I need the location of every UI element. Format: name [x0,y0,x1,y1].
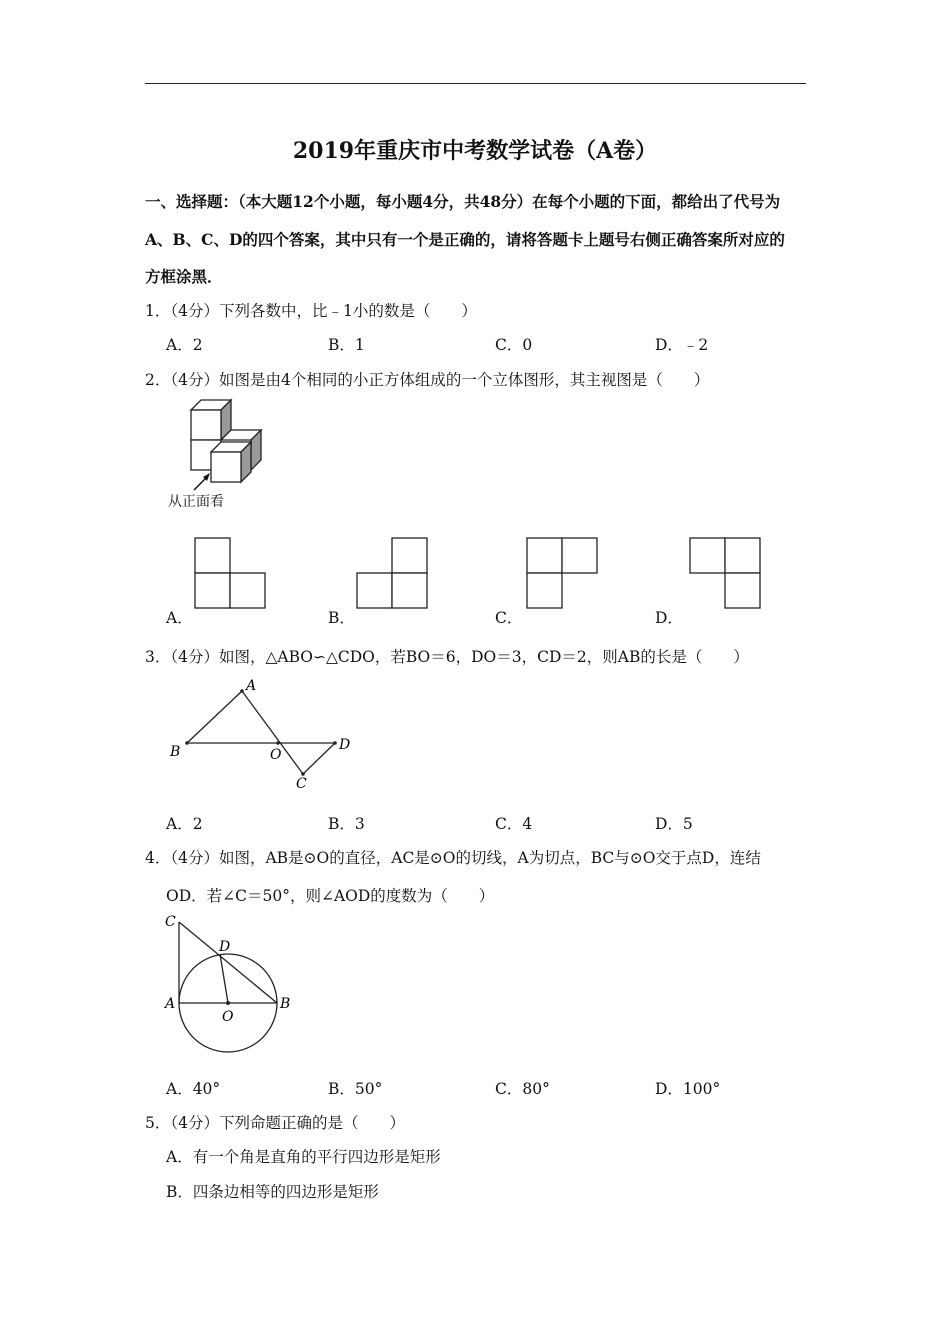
q2-option-d[interactable]: D． [655,609,683,627]
q3-option-d[interactable]: D．5 [655,815,693,833]
q1-option-c[interactable]: C．0 [495,336,533,354]
q2-option-b[interactable]: B． [328,609,355,627]
section-instructions-line3: 方框涂黑． [145,267,223,286]
q5-option-a[interactable]: A．有一个角是直角的平行四边形是矩形 [166,1148,441,1166]
question-4-stem-line2: OD．若∠C＝50°，则∠AOD的度数为（ ） [166,887,495,905]
q3-option-b[interactable]: B．3 [328,815,365,833]
question-5-stem: 5．（4分）下列命题正确的是（ ） [145,1114,405,1132]
q4-label-a: A [165,996,176,1012]
q2-view-label: 从正面看 [168,494,224,510]
q1-option-d[interactable]: D．﹣2 [655,336,709,354]
q4-label-b: B [280,996,291,1012]
question-4-stem-line1: 4．（4分）如图，AB是⊙O的直径，AC是⊙O的切线，A为切点，BC与⊙O交于点D，连结 [145,849,761,867]
q1-option-b[interactable]: B．1 [328,336,365,354]
q4-label-c: C [165,914,176,930]
q3-label-o: O [270,747,282,763]
q3-label-c: C [296,776,307,792]
section-instructions-line1: 一、选择题：（本大题12个小题，每小题4分，共48分）在每个小题的下面，都给出了代号为 [145,192,781,211]
q4-option-b[interactable]: B．50° [328,1080,383,1098]
header-rule [145,83,806,84]
q2-option-c[interactable]: C． [495,609,523,627]
question-1-stem: 1．（4分）下列各数中，比﹣1小的数是（ ） [145,302,477,320]
q4-label-d: D [219,939,231,955]
q2-option-c-figure[interactable] [526,537,598,609]
q3-label-d: D [339,737,351,753]
question-2-stem: 2．（4分）如图是由4个相同的小正方体组成的一个立体图形，其主视图是（ ） [145,371,710,389]
q4-option-c[interactable]: C．80° [495,1080,550,1098]
q4-label-o: O [222,1009,234,1025]
q3-option-c[interactable]: C．4 [495,815,533,833]
q1-option-a[interactable]: A．2 [166,336,203,354]
q4-option-a[interactable]: A．40° [166,1080,221,1098]
q3-option-a[interactable]: A．2 [166,815,203,833]
q5-option-b[interactable]: B．四条边相等的四边形是矩形 [166,1183,379,1201]
q3-triangle-figure [160,672,360,797]
q4-option-d[interactable]: D．100° [655,1080,721,1098]
q3-label-b: B [170,744,181,760]
q2-option-a-figure[interactable] [194,537,266,609]
q3-label-a: A [246,678,257,694]
q2-option-d-figure[interactable] [689,537,761,609]
question-3-stem: 3．（4分）如图，△ABO∽△CDO，若BO＝6，DO＝3，CD＝2，则AB的长是（ ） [145,648,749,666]
section-instructions-line2: A、B、C、D的四个答案，其中只有一个是正确的，请将答题卡上题号右侧正确答案所对应的 [145,230,785,249]
q4-circle-figure [160,908,300,1058]
q2-option-b-figure[interactable] [356,537,428,609]
page-title: 2019年重庆市中考数学试卷（A卷） [292,138,658,164]
q2-option-a[interactable]: A． [166,609,193,627]
